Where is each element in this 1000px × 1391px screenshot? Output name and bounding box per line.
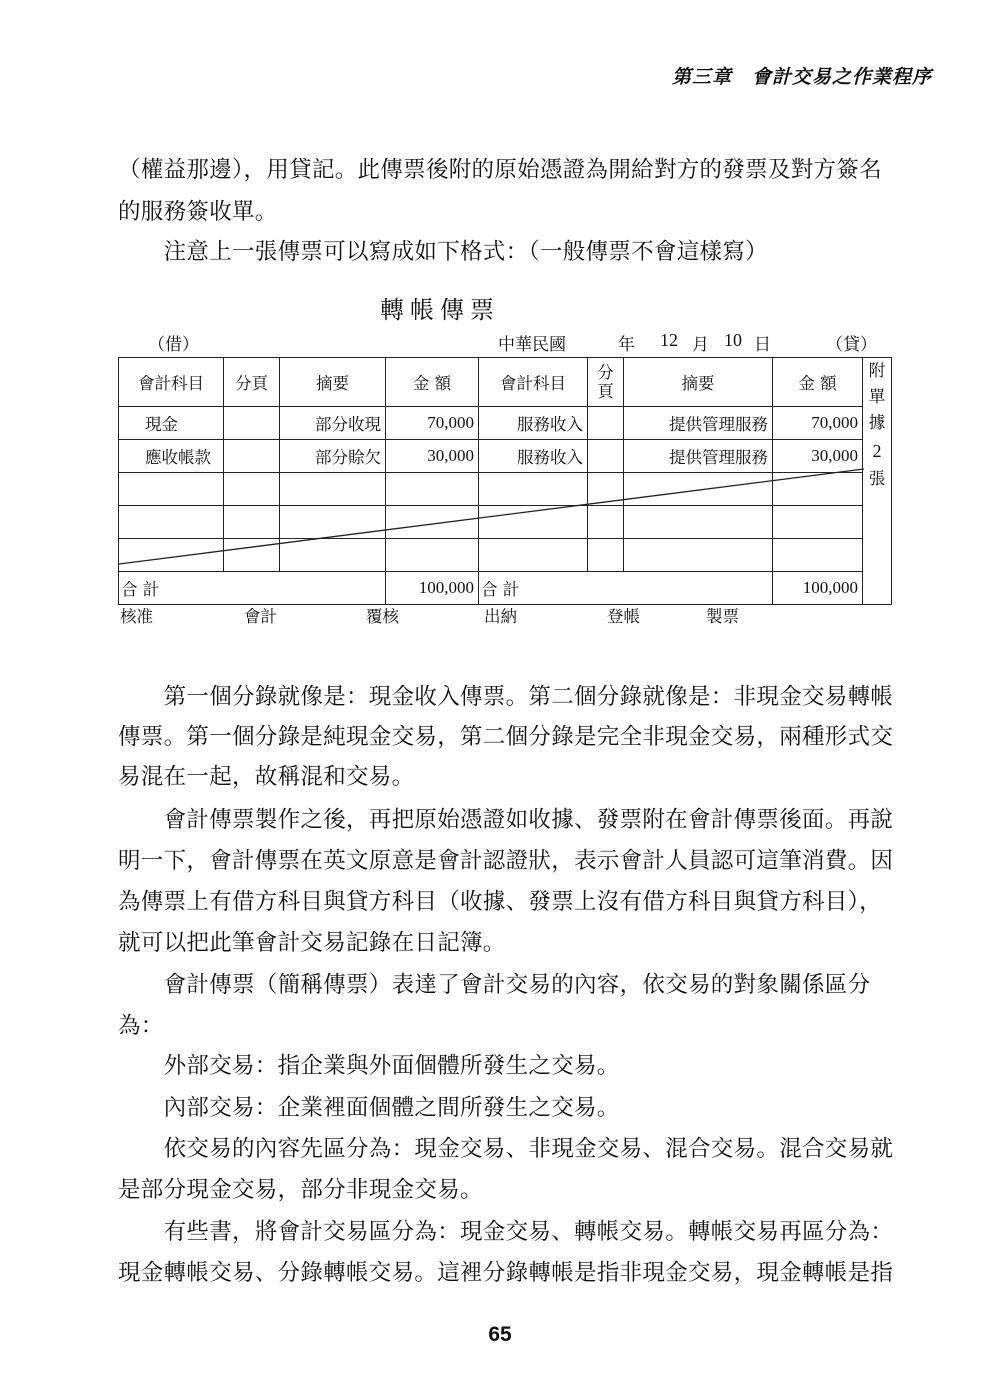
paragraph-line: 明一下，會計傳票在英文原意是會計認證狀，表示會計人員認可這筆消費。因 bbox=[118, 848, 894, 874]
date-day-label: 日 bbox=[754, 335, 771, 355]
col-credit-amount: 金 額 bbox=[773, 358, 863, 407]
attachment-char: 附 bbox=[868, 361, 886, 380]
paragraph-line: 的服務簽收單。 bbox=[118, 199, 278, 225]
voucher-row bbox=[119, 440, 892, 473]
paragraph-line: 有些書，將會計交易區分為：現金交易、轉帳交易。轉帳交易再區分為： bbox=[118, 1219, 894, 1245]
col-credit-account: 會計科目 bbox=[479, 358, 588, 407]
paragraph-line: 依交易的內容先區分為：現金交易、非現金交易、混合交易。混合交易就 bbox=[118, 1136, 894, 1162]
paragraph-line: 就可以把此筆會計交易記錄在日記簿。 bbox=[118, 930, 506, 956]
date-year-label: 年 bbox=[618, 335, 635, 355]
voucher-empty-row bbox=[119, 506, 892, 539]
credit-amount: 70,000 bbox=[773, 407, 863, 440]
debit-total-label: 合 計 bbox=[119, 572, 386, 605]
credit-summary: 提供管理服務 bbox=[624, 407, 773, 440]
paragraph-line: （權益那邊），用貸記。此傳票後附的原始憑證為開給對方的發票及對方簽名 bbox=[118, 157, 882, 183]
date-month-label: 月 bbox=[692, 335, 709, 355]
credit-account: 服務收入 bbox=[479, 407, 588, 440]
credit-account: 服務收入 bbox=[479, 440, 588, 473]
paragraph-line: 會計傳票（簡稱傳票）表達了會計交易的內容，依交易的對象關係區分 bbox=[118, 972, 871, 998]
signature-accounting: 會計 bbox=[244, 607, 277, 626]
transfer-voucher-table bbox=[118, 357, 892, 605]
paragraph-line: 內部交易：企業裡面個體之間所發生之交易。 bbox=[118, 1095, 620, 1121]
voucher-total-row bbox=[119, 572, 892, 605]
credit-page bbox=[588, 440, 624, 473]
paragraph-line: 易混在一起，故稱混和交易。 bbox=[118, 764, 415, 790]
col-debit-page: 分頁 bbox=[224, 358, 280, 407]
paragraph-line: 傳票。第一個分錄是純現金交易，第二個分錄是完全非現金交易，兩種形式交 bbox=[118, 724, 894, 750]
signature-approve: 核准 bbox=[120, 607, 153, 626]
date-month: 12 bbox=[660, 330, 678, 350]
debit-amount: 30,000 bbox=[386, 440, 479, 473]
credit-summary: 提供管理服務 bbox=[624, 440, 773, 473]
col-debit-amount: 金 額 bbox=[386, 358, 479, 407]
paragraph-line: 注意上一張傳票可以寫成如下格式：（一般傳票不會這樣寫） bbox=[118, 239, 768, 265]
voucher-empty-row bbox=[119, 539, 892, 572]
voucher-title: 轉帳傳票 bbox=[380, 296, 500, 324]
col-debit-account: 會計科目 bbox=[119, 358, 224, 407]
attachment-char: 單 bbox=[868, 387, 886, 406]
debit-total: 100,000 bbox=[386, 572, 479, 605]
credit-label: （貸） bbox=[826, 335, 877, 355]
debit-label: （借） bbox=[148, 335, 199, 355]
signature-review: 覆核 bbox=[366, 607, 399, 626]
voucher-empty-row bbox=[119, 473, 892, 506]
credit-total-label: 合 計 bbox=[479, 572, 773, 605]
attachment-number: 2 bbox=[872, 441, 882, 461]
signature-preparer: 製票 bbox=[706, 607, 739, 626]
debit-summary: 部分收現 bbox=[280, 407, 386, 440]
paragraph-line: 外部交易：指企業與外面個體所發生之交易。 bbox=[118, 1053, 620, 1079]
attachment-char: 據 bbox=[868, 413, 886, 432]
col-credit-page bbox=[588, 358, 624, 407]
debit-account: 應收帳款 bbox=[119, 440, 224, 473]
paragraph-line: 是部分現金交易，部分非現金交易。 bbox=[118, 1177, 483, 1203]
debit-account: 現金 bbox=[119, 407, 224, 440]
voucher-row bbox=[119, 407, 892, 440]
col-credit-summary: 摘要 bbox=[624, 358, 773, 407]
attachment-count bbox=[863, 358, 892, 605]
col-debit-summary: 摘要 bbox=[280, 358, 386, 407]
voucher-header-row bbox=[119, 358, 892, 407]
credit-total: 100,000 bbox=[773, 572, 863, 605]
col-credit-page-char: 頁 bbox=[597, 382, 614, 401]
signature-cashier: 出納 bbox=[484, 607, 517, 626]
paragraph-line: 現金轉帳交易、分錄轉帳交易。這裡分錄轉帳是指非現金交易，現金轉帳是指 bbox=[118, 1260, 894, 1286]
attachment-char: 張 bbox=[868, 469, 886, 488]
debit-page bbox=[224, 440, 280, 473]
page-number: 65 bbox=[488, 1323, 512, 1346]
col-credit-page-char: 分 bbox=[597, 363, 614, 382]
signature-posting: 登帳 bbox=[607, 607, 640, 626]
credit-amount: 30,000 bbox=[773, 440, 863, 473]
chapter-header: 第三章 會計交易之作業程序 bbox=[671, 66, 932, 88]
date-day: 10 bbox=[724, 330, 742, 350]
paragraph-line: 為： bbox=[118, 1013, 164, 1039]
debit-page bbox=[224, 407, 280, 440]
debit-amount: 70,000 bbox=[386, 407, 479, 440]
paragraph-line: 會計傳票製作之後，再把原始憑證如收據、發票附在會計傳票後面。再說 bbox=[118, 807, 894, 833]
date-era: 中華民國 bbox=[498, 335, 566, 355]
debit-summary: 部分賒欠 bbox=[280, 440, 386, 473]
paragraph-line: 為傳票上有借方科目與貸方科目（收據、發票上沒有借方科目與貸方科目）， bbox=[118, 889, 882, 915]
paragraph-line: 第一個分錄就像是：現金收入傳票。第二個分錄就像是：非現金交易轉帳 bbox=[118, 684, 894, 710]
credit-page bbox=[588, 407, 624, 440]
